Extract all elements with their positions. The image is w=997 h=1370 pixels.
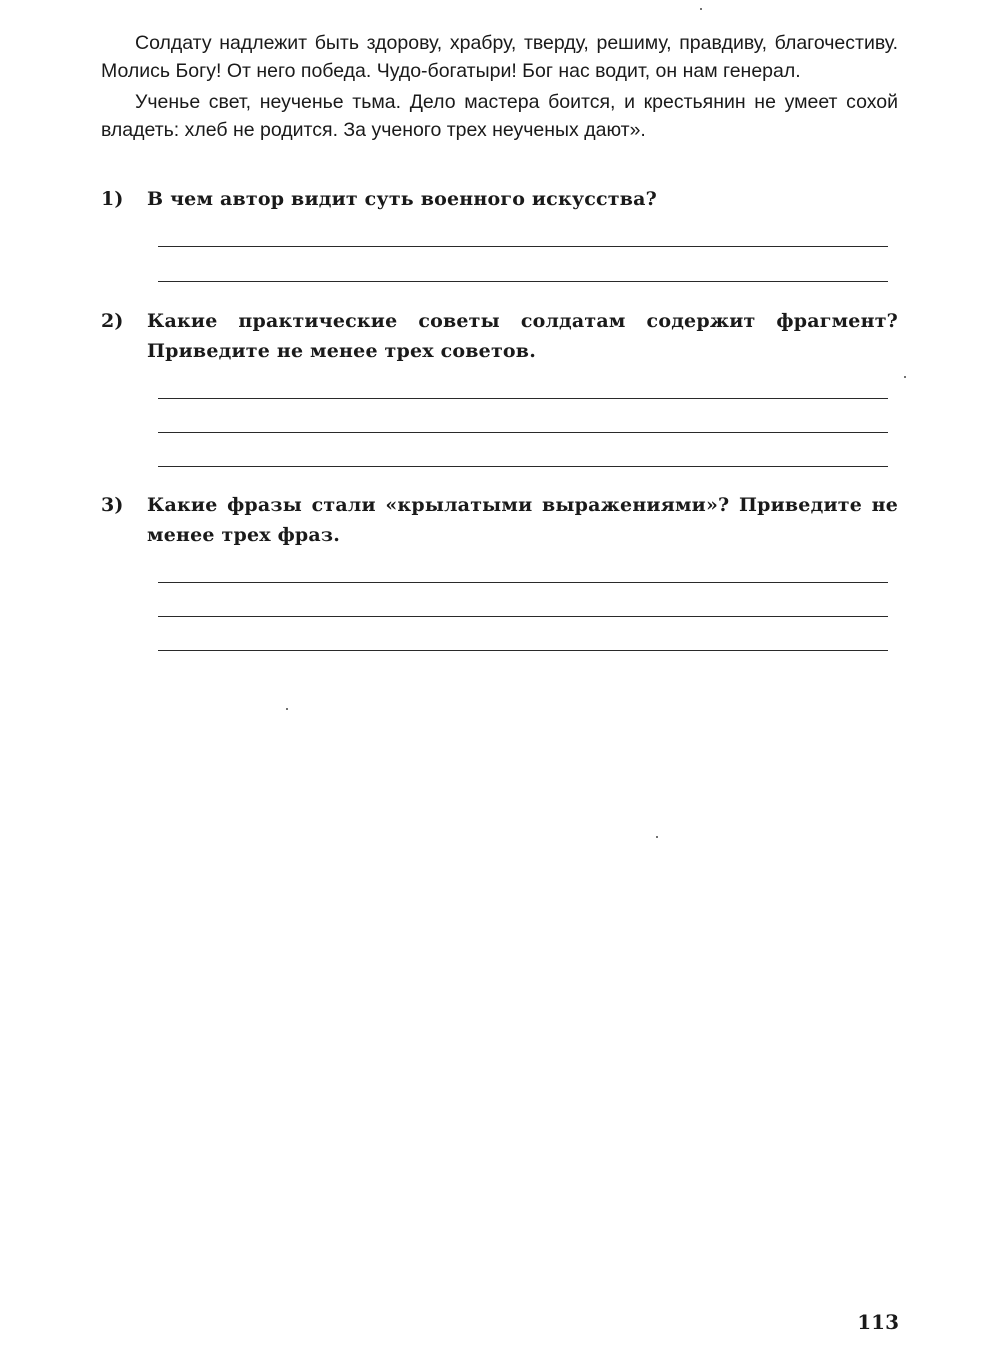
scan-speck [904, 376, 906, 378]
question-1-text: В чем автор видит суть военного искусства? [147, 188, 657, 210]
question-2-text: Какие практические советы солдатам содержит фрагмент? Приведите не менее трех советов. [147, 310, 898, 362]
question-1-number: 1) [101, 188, 124, 210]
question-3 [101, 490, 898, 550]
excerpt-paragraph-1: Солдату надлежит быть здорову, храбру, тверду, решиму, правдиву, благочестиву. Молись Богу! От него победа. Чудо-богатыри! Бог нас водит, он нам генерал. [101, 32, 898, 82]
question-2-number: 2) [101, 310, 124, 332]
scan-speck [286, 708, 288, 710]
question-1 [101, 184, 898, 214]
question-3-number: 3) [101, 494, 124, 516]
answer-line-2-2[interactable] [158, 432, 888, 433]
excerpt-paragraph-2: Ученье свет, неученье тьма. Дело мастера боится, и крестьянин не умеет сохой владеть: хлеб не родится. За ученого трех неученых дают». [101, 91, 898, 141]
answer-line-2-3[interactable] [158, 466, 888, 467]
question-2 [101, 306, 898, 366]
question-3-text: Какие фразы стали «крылатыми выражениями»? Приведите не менее трех фраз. [147, 494, 898, 546]
page-number: 113 [857, 1310, 899, 1334]
answer-line-1-1[interactable] [158, 246, 888, 247]
scan-speck [656, 836, 658, 838]
answer-line-1-2[interactable] [158, 281, 888, 282]
source-excerpt [101, 30, 898, 144]
scan-speck [700, 8, 702, 10]
answer-line-3-3[interactable] [158, 650, 888, 651]
answer-line-3-2[interactable] [158, 616, 888, 617]
answer-line-3-1[interactable] [158, 582, 888, 583]
answer-line-2-1[interactable] [158, 398, 888, 399]
